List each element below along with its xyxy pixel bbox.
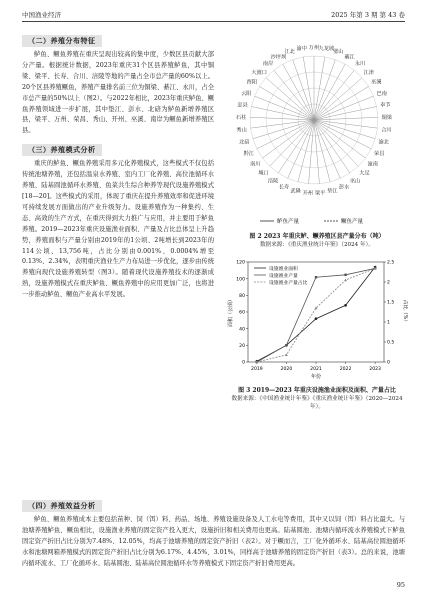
full-width-section	[22, 493, 405, 570]
legend-label: 设施渔业产量	[269, 273, 298, 279]
district-label: 南岸	[262, 61, 274, 68]
section-title-distribution: （二）养殖分布特征	[22, 35, 102, 47]
y-tick-label-right: 1.5	[387, 300, 395, 306]
section-title-mode: （三）养殖模式分析	[22, 144, 102, 156]
y-tick-label-right: 0	[387, 360, 390, 366]
radar-spoke	[314, 120, 371, 149]
district-label: 大渡口	[251, 69, 267, 76]
section-title-benefit: （四）养殖效益分析	[22, 500, 102, 512]
radar-spoke	[255, 96, 314, 120]
y-tick-label-left: 100	[236, 276, 245, 282]
district-label: 大足	[359, 170, 370, 177]
district-label: 铜梁	[381, 114, 393, 121]
y-tick-label-right: 1	[387, 320, 390, 326]
issue-info: 2025 年第 3 期 第 43 卷	[331, 11, 405, 19]
district-label: 巴南	[376, 90, 387, 97]
fig3-caption: 图 3 2019—2023 年重庆设施渔业面积及面积、产量占比	[238, 386, 396, 394]
district-label: 潼南	[367, 161, 378, 168]
x-tick-label: 2020	[280, 366, 293, 372]
x-axis-label: 年份	[310, 373, 322, 380]
paragraph-mode: 重庆的鲈鱼、鳜鱼养殖采用多元化养殖模式，这些模式不仅包括传统池塘养殖，还包括温泉水养殖、室内工厂化养殖、高位池循环水养殖、陆基圆池循环水养殖、鱼菜共生综合种养等现代设施养殖模式[18—20]。这些模式的采用，体现了重庆在提升养殖效率和促进环境可持续发展方面做出的产业升级努力。设施养殖作为一种集约、生态、高效的生产方式，在重庆得到大力推广与应用，并主要用于鲈鱼养殖。2019—2023年重庆设施渔业面积、产量及占比总体呈上升趋势，养殖面积与产量分别由2019年的1公顷、2吨增长到2023年的114公顷、13,756吨，占比分别由0.001%、0.0004%增至0.13%、2.34%，表明重庆渔业生产力布局进一步优化，逐步由传统养殖向现代设施养殖转型（图3）。随着现代设施养殖技术的逐渐成熟，设施养殖模式在重庆鲈鱼、鳜鱼养殖中的应用更加广泛，也将进一步推动鲈鱼、鳜鱼产业高水平发展。	[22, 160, 214, 299]
paragraph-distribution: 鲈鱼、鳜鱼养殖在重庆呈现出较高的集中度，少数区县贡献大部分产量。根据统计数据，2023年重庆31个区县养殖鲈鱼，其中铜梁、梁平、长寿、合川、涪陵等地的产量占全市总产量的60%以上。20个区县养殖鳜鱼，养殖产量排名前三位为铜梁、綦江、永川，占全市总产量的50%以上（图2）。与2022年相比，2023年重庆鲈鱼、鳜鱼养殖领域进一步扩展，其中垫江、彭水、北碚为鲈鱼新增养殖区县，梁平、万州、荣昌、秀山、开州、巫溪、南岸为鳜鱼新增养殖区县。	[22, 51, 214, 135]
district-label: 巫溪	[371, 79, 382, 86]
district-label: 云阳	[241, 90, 252, 97]
district-label: 忠县	[237, 102, 248, 109]
x-tick-label: 2021	[310, 366, 322, 372]
paragraph-benefit: 鲈鱼、鳜鱼养殖成本主要包括苗种、饲（饵）料、药品、场地、养殖设施设备及人工水电等费用，其中又以饲（饵）料占比最大。与池塘养殖鲈鱼、鳜鱼相比，设施渔业养殖的固定资产投入更大，设施折旧和相关费用也更高。陆基圆池、池塘内循环流水养殖模式下鲈鱼固定资产折旧占比分别为7.48%、12.05%，均高于池塘养殖的固定资产折旧（表2）。对于鳜而言，工厂化外循环水、陆基高位圆池循环水和池塘网箱养殖模式的固定资产折旧占比分别为6.17%、4.45%、3.01%，同样高于池塘养殖的固定资产折旧（表3）。总的来说，池塘内循环流水、工厂化循环水、陆基圆池、陆基高位圆池循环水等养殖模式下固定资产折旧费用更高。	[22, 516, 405, 567]
district-label: 梁平	[315, 190, 326, 197]
district-label: 武隆	[290, 188, 301, 195]
district-label: 垫江	[327, 188, 338, 195]
radar-spoke	[260, 86, 314, 120]
radar-spoke	[278, 120, 314, 173]
fig3-source: 数据来源：《中国渔业统计年鉴》《重庆渔业统计年鉴》（2020—2024 年）。	[231, 395, 403, 410]
district-label: 綦江	[344, 54, 355, 61]
district-label: 南川	[250, 161, 261, 168]
district-label: 秀山	[236, 127, 247, 134]
page-header	[22, 9, 405, 22]
district-label: 渝中	[296, 46, 307, 53]
district-label: 渝北	[378, 139, 389, 146]
district-label: 九龙坡	[318, 46, 335, 53]
y-tick-label-right: 0.5	[387, 340, 395, 346]
line-chart-fig3	[226, 254, 408, 382]
district-label: 石柱	[235, 114, 247, 121]
y-tick-label-left: 120	[236, 260, 245, 266]
district-label: 长寿	[278, 184, 290, 191]
fig2-source: 数据来源：《重庆渔业统计年鉴》（2024 年）。	[260, 242, 374, 248]
district-label: 彭水	[338, 184, 350, 191]
district-label: 荣昌	[374, 150, 385, 157]
district-label: 江北	[284, 49, 295, 56]
district-label: 奉节	[380, 102, 391, 109]
radar-spoke	[314, 96, 373, 120]
district-label: 北碚	[239, 139, 250, 146]
district-label: 永川	[354, 61, 366, 68]
y-tick-label-left: 0	[242, 360, 245, 366]
data-point	[315, 317, 318, 320]
y-axis-label-left: 面积（公顷）	[228, 296, 234, 327]
legend-label: 设施渔业面积	[269, 266, 298, 272]
y-tick-label-left: 60	[239, 310, 245, 316]
district-label: 涪陵	[267, 178, 279, 185]
data-point	[315, 276, 317, 278]
x-tick-label: 2022	[339, 366, 352, 372]
district-label: 黔江	[243, 150, 254, 157]
data-point	[344, 273, 346, 275]
legend-perch: 鲈鱼产量	[277, 219, 300, 225]
right-column	[226, 28, 408, 412]
district-label: 江津	[363, 69, 374, 76]
y-tick-label-left: 80	[239, 293, 245, 299]
x-tick-label: 2023	[369, 366, 381, 372]
district-label: 万州	[308, 45, 320, 51]
left-column	[22, 28, 214, 355]
radar-spoke	[314, 120, 350, 173]
district-label: 开州	[302, 190, 313, 197]
district-label: 沙坪坝	[270, 54, 287, 61]
radar-chart-fig2	[226, 28, 408, 228]
legend-mandarin: 鳜鱼产量	[341, 219, 364, 225]
page-number: 95	[396, 581, 405, 589]
y-tick-label-right: 2	[387, 280, 390, 286]
district-label: 城口	[258, 170, 269, 177]
data-point	[344, 278, 347, 281]
fig2-caption: 图 2 2023 年重庆鲈、鳜养殖区县产量分布（吨）	[249, 233, 385, 240]
district-label: 酉阳	[246, 79, 257, 86]
radar-spoke	[257, 120, 314, 149]
district-label: 璧山	[333, 49, 344, 56]
journal-name: 中国渔业经济	[22, 11, 61, 19]
district-label: 合川	[381, 127, 392, 134]
y-tick-label-left: 20	[239, 343, 245, 349]
x-tick-label: 2019	[251, 366, 263, 372]
district-label: 巫山	[349, 178, 361, 185]
data-point	[344, 304, 347, 307]
data-point	[285, 344, 287, 346]
y-tick-label-right: 2.5	[387, 260, 395, 266]
legend-label: 设施渔业产量占比	[269, 280, 308, 286]
y-axis-label-right: 占比（%）	[402, 299, 408, 324]
y-tick-label-left: 40	[239, 326, 245, 332]
radar-spoke	[314, 86, 368, 120]
